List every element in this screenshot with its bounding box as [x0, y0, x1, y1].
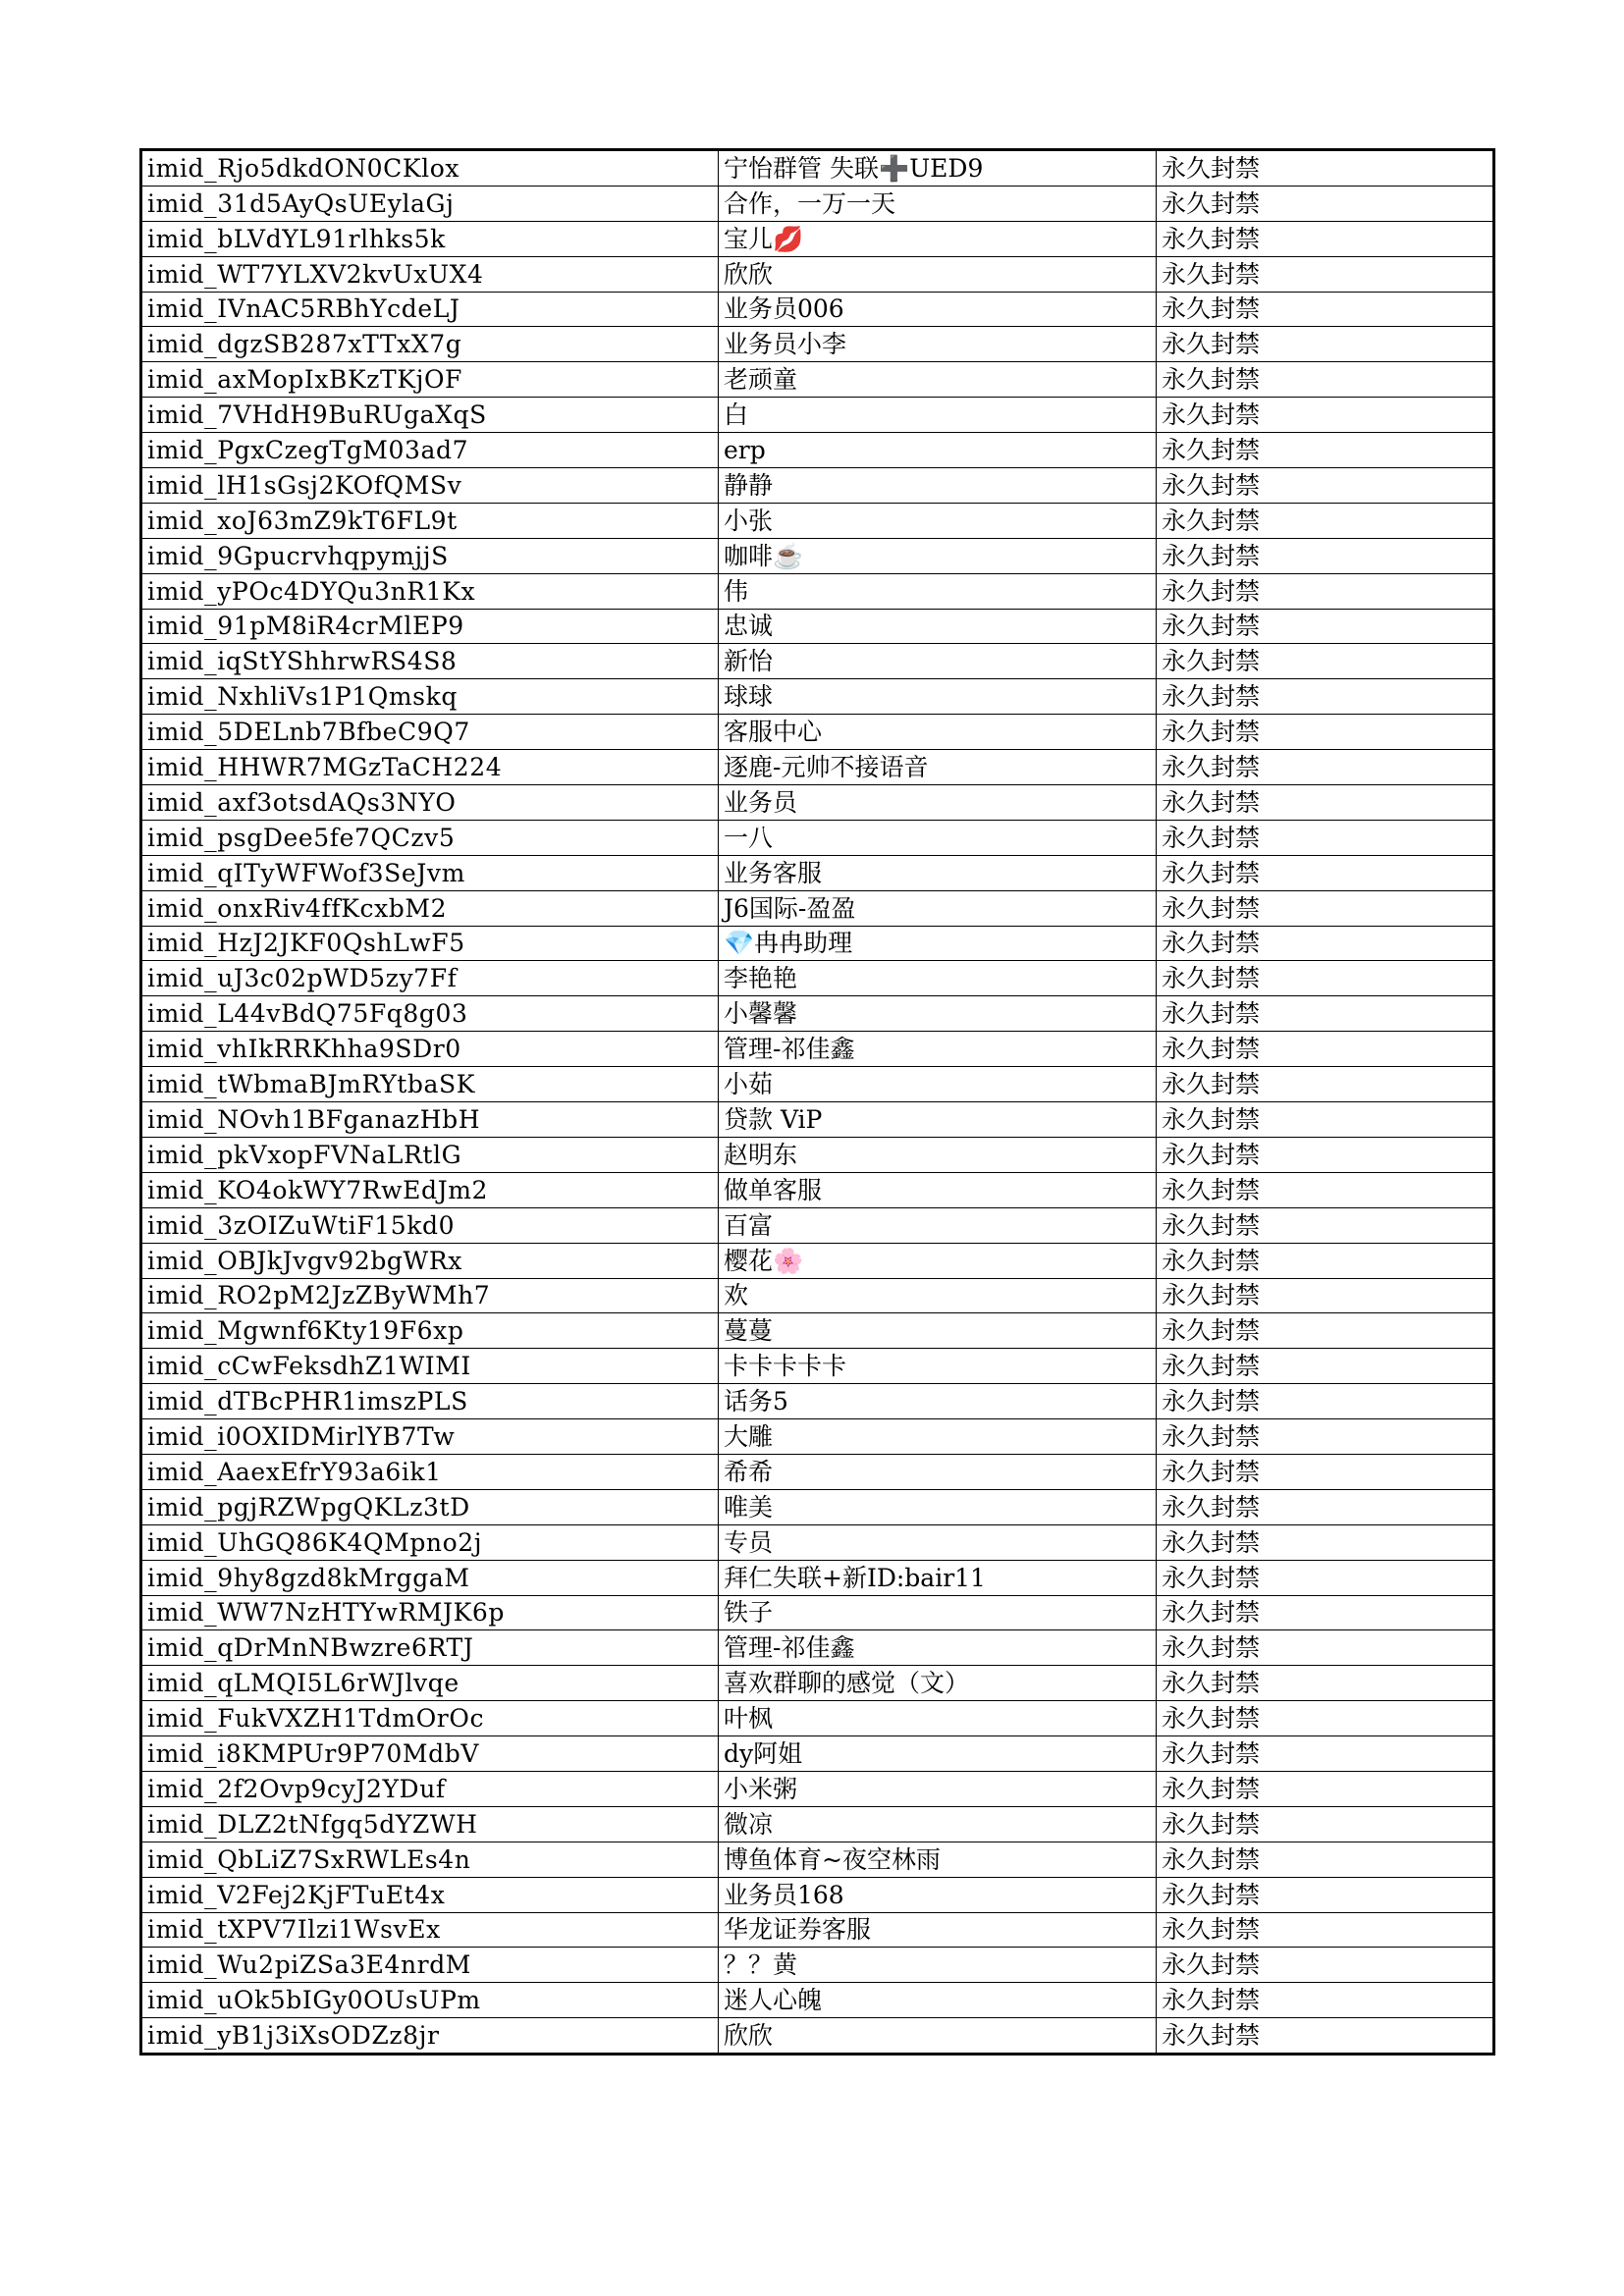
user-id-cell: imid_yPOc4DYQu3nR1Kx: [141, 573, 719, 609]
table-row: [141, 926, 1494, 961]
ban-status-cell: 永久封禁: [1157, 1207, 1494, 1243]
nickname-cell: 新怡: [719, 644, 1157, 679]
ban-status-cell: 永久封禁: [1157, 609, 1494, 644]
ban-status-cell: 永久封禁: [1157, 855, 1494, 890]
user-id-cell: imid_RO2pM2JzZByWMh7: [141, 1278, 719, 1313]
user-id-cell: imid_dgzSB287xTTxX7g: [141, 327, 719, 362]
nickname-cell: 宝儿💋: [719, 221, 1157, 256]
table-row: [141, 1595, 1494, 1630]
table-row: [141, 1454, 1494, 1489]
nickname-cell: J6国际-盈盈: [719, 890, 1157, 926]
table-row: [141, 398, 1494, 433]
table-row: [141, 221, 1494, 256]
nickname-cell: 李艳艳: [719, 961, 1157, 996]
nickname-cell: 铁子: [719, 1595, 1157, 1630]
ban-status-cell: 永久封禁: [1157, 150, 1494, 187]
user-id-cell: imid_NxhliVs1P1Qmskq: [141, 679, 719, 715]
table-row: [141, 433, 1494, 468]
ban-status-cell: 永久封禁: [1157, 785, 1494, 821]
nickname-cell: 💎冉冉助理: [719, 926, 1157, 961]
ban-status-cell: 永久封禁: [1157, 1666, 1494, 1701]
user-id-cell: imid_axf3otsdAQs3NYO: [141, 785, 719, 821]
ban-status-cell: 永久封禁: [1157, 538, 1494, 573]
user-id-cell: imid_uJ3c02pWD5zy7Ff: [141, 961, 719, 996]
user-id-cell: imid_HHWR7MGzTaCH224: [141, 750, 719, 785]
user-id-cell: imid_xoJ63mZ9kT6FL9t: [141, 503, 719, 538]
ban-status-cell: 永久封禁: [1157, 221, 1494, 256]
nickname-cell: 小馨馨: [719, 996, 1157, 1032]
user-id-cell: imid_7VHdH9BuRUgaXqS: [141, 398, 719, 433]
user-id-cell: imid_9hy8gzd8kMrggaM: [141, 1560, 719, 1595]
user-id-cell: imid_pgjRZWpgQKLz3tD: [141, 1489, 719, 1524]
table-row: [141, 1172, 1494, 1207]
ban-status-cell: 永久封禁: [1157, 1489, 1494, 1524]
table-row: [141, 1032, 1494, 1067]
ban-status-cell: 永久封禁: [1157, 1736, 1494, 1772]
nickname-cell: 业务员: [719, 785, 1157, 821]
user-id-cell: imid_31d5AyQsUEylaGj: [141, 186, 719, 221]
table-row: [141, 1067, 1494, 1102]
ban-status-cell: 永久封禁: [1157, 1595, 1494, 1630]
user-id-cell: imid_HzJ2JKF0QshLwF5: [141, 926, 719, 961]
user-id-cell: imid_UhGQ86K4QMpno2j: [141, 1524, 719, 1560]
table-row: [141, 1736, 1494, 1772]
user-id-cell: imid_AaexEfrY93a6ik1: [141, 1454, 719, 1489]
nickname-cell: 微凉: [719, 1806, 1157, 1842]
ban-status-cell: 永久封禁: [1157, 750, 1494, 785]
nickname-cell: 管理-祁佳鑫: [719, 1032, 1157, 1067]
table-row: [141, 820, 1494, 855]
table-row: [141, 292, 1494, 327]
ban-status-cell: 永久封禁: [1157, 1454, 1494, 1489]
table-row: [141, 1701, 1494, 1736]
ban-status-cell: 永久封禁: [1157, 1842, 1494, 1877]
ban-status-cell: 永久封禁: [1157, 1524, 1494, 1560]
user-id-cell: imid_tXPV7Ilzi1WsvEx: [141, 1912, 719, 1948]
table-row: [141, 1983, 1494, 2018]
nickname-cell: 华龙证券客服: [719, 1912, 1157, 1948]
nickname-cell: 业务员168: [719, 1877, 1157, 1912]
table-row: [141, 573, 1494, 609]
user-id-cell: imid_onxRiv4ffKcxbM2: [141, 890, 719, 926]
table-row: [141, 468, 1494, 504]
user-id-cell: imid_9GpucrvhqpymjjS: [141, 538, 719, 573]
table-row: [141, 1137, 1494, 1172]
user-id-cell: imid_KO4okWY7RwEdJm2: [141, 1172, 719, 1207]
nickname-cell: 伟: [719, 573, 1157, 609]
nickname-cell: 欣欣: [719, 2018, 1157, 2055]
ban-status-cell: 永久封禁: [1157, 433, 1494, 468]
table-row: [141, 1278, 1494, 1313]
nickname-cell: 小茹: [719, 1067, 1157, 1102]
table-row: [141, 186, 1494, 221]
table-row: [141, 996, 1494, 1032]
nickname-cell: 一八: [719, 820, 1157, 855]
table-row: [141, 1419, 1494, 1455]
user-id-cell: imid_Wu2piZSa3E4nrdM: [141, 1948, 719, 1983]
table-row: [141, 679, 1494, 715]
table-row: [141, 1912, 1494, 1948]
table-row: [141, 1207, 1494, 1243]
nickname-cell: 咖啡☕: [719, 538, 1157, 573]
nickname-cell: 叶枫: [719, 1701, 1157, 1736]
user-id-cell: imid_i0OXIDMirlYB7Tw: [141, 1419, 719, 1455]
table-row: [141, 609, 1494, 644]
table-row: [141, 1806, 1494, 1842]
table-row: [141, 256, 1494, 292]
ban-status-cell: 永久封禁: [1157, 1560, 1494, 1595]
nickname-cell: 希希: [719, 1454, 1157, 1489]
ban-status-cell: 永久封禁: [1157, 715, 1494, 750]
user-id-cell: imid_FukVXZH1TdmOrOc: [141, 1701, 719, 1736]
ban-status-cell: 永久封禁: [1157, 1806, 1494, 1842]
user-id-cell: imid_2f2Ovp9cyJ2YDuf: [141, 1771, 719, 1806]
nickname-cell: 客服中心: [719, 715, 1157, 750]
user-id-cell: imid_cCwFeksdhZ1WIMI: [141, 1349, 719, 1384]
user-id-cell: imid_IVnAC5RBhYcdeLJ: [141, 292, 719, 327]
ban-status-cell: 永久封禁: [1157, 890, 1494, 926]
ban-status-cell: 永久封禁: [1157, 1384, 1494, 1419]
ban-status-cell: 永久封禁: [1157, 1419, 1494, 1455]
table-row: [141, 1489, 1494, 1524]
ban-status-cell: 永久封禁: [1157, 1701, 1494, 1736]
user-id-cell: imid_axMopIxBKzTKjOF: [141, 362, 719, 398]
user-id-cell: imid_qLMQI5L6rWJlvqe: [141, 1666, 719, 1701]
user-id-cell: imid_psgDee5fe7QCzv5: [141, 820, 719, 855]
nickname-cell: 贷款 ViP: [719, 1102, 1157, 1138]
ban-status-cell: 永久封禁: [1157, 926, 1494, 961]
ban-status-cell: 永久封禁: [1157, 292, 1494, 327]
ban-status-cell: 永久封禁: [1157, 186, 1494, 221]
ban-status-cell: 永久封禁: [1157, 820, 1494, 855]
ban-status-cell: 永久封禁: [1157, 961, 1494, 996]
nickname-cell: 欣欣: [719, 256, 1157, 292]
ban-status-cell: 永久封禁: [1157, 1313, 1494, 1349]
ban-status-cell: 永久封禁: [1157, 327, 1494, 362]
user-id-cell: imid_WW7NzHTYwRMJK6p: [141, 1595, 719, 1630]
nickname-cell: 做单客服: [719, 1172, 1157, 1207]
ban-list-body: [141, 150, 1494, 2055]
nickname-cell: 静静: [719, 468, 1157, 504]
ban-status-cell: 永久封禁: [1157, 256, 1494, 292]
table-row: [141, 1384, 1494, 1419]
nickname-cell: 球球: [719, 679, 1157, 715]
nickname-cell: 樱花🌸: [719, 1243, 1157, 1278]
table-row: [141, 150, 1494, 187]
table-row: [141, 644, 1494, 679]
user-id-cell: imid_DLZ2tNfgq5dYZWH: [141, 1806, 719, 1842]
user-id-cell: imid_OBJkJvgv92bgWRx: [141, 1243, 719, 1278]
user-id-cell: imid_dTBcPHR1imszPLS: [141, 1384, 719, 1419]
user-id-cell: imid_pkVxopFVNaLRtlG: [141, 1137, 719, 1172]
nickname-cell: 宁怡群管 失联➕UED9: [719, 150, 1157, 187]
ban-status-cell: 永久封禁: [1157, 503, 1494, 538]
table-row: [141, 890, 1494, 926]
ban-status-cell: 永久封禁: [1157, 1877, 1494, 1912]
nickname-cell: 小张: [719, 503, 1157, 538]
nickname-cell: 博鱼体育~夜空林雨: [719, 1842, 1157, 1877]
table-row: [141, 1313, 1494, 1349]
table-row: [141, 1877, 1494, 1912]
table-row: [141, 855, 1494, 890]
user-id-cell: imid_WT7YLXV2kvUxUX4: [141, 256, 719, 292]
table-row: [141, 538, 1494, 573]
ban-status-cell: 永久封禁: [1157, 1137, 1494, 1172]
user-id-cell: imid_QbLiZ7SxRWLEs4n: [141, 1842, 719, 1877]
user-id-cell: imid_V2Fej2KjFTuEt4x: [141, 1877, 719, 1912]
nickname-cell: 话务5: [719, 1384, 1157, 1419]
user-id-cell: imid_tWbmaBJmRYtbaSK: [141, 1067, 719, 1102]
table-row: [141, 961, 1494, 996]
table-row: [141, 1842, 1494, 1877]
table-row: [141, 2018, 1494, 2055]
nickname-cell: 合作，一万一天: [719, 186, 1157, 221]
ban-status-cell: 永久封禁: [1157, 1912, 1494, 1948]
ban-status-cell: 永久封禁: [1157, 1102, 1494, 1138]
nickname-cell: 专员: [719, 1524, 1157, 1560]
nickname-cell: 唯美: [719, 1489, 1157, 1524]
table-row: [141, 1666, 1494, 1701]
user-id-cell: imid_Mgwnf6Kty19F6xp: [141, 1313, 719, 1349]
ban-status-cell: 永久封禁: [1157, 573, 1494, 609]
nickname-cell: 欢: [719, 1278, 1157, 1313]
table-row: [141, 1630, 1494, 1666]
user-id-cell: imid_qITyWFWof3SeJvm: [141, 855, 719, 890]
nickname-cell: 老顽童: [719, 362, 1157, 398]
nickname-cell: 白: [719, 398, 1157, 433]
nickname-cell: 业务员小李: [719, 327, 1157, 362]
ban-status-cell: 永久封禁: [1157, 468, 1494, 504]
user-id-cell: imid_uOk5bIGy0OUsUPm: [141, 1983, 719, 2018]
nickname-cell: 喜欢群聊的感觉（文）: [719, 1666, 1157, 1701]
table-row: [141, 750, 1494, 785]
ban-status-cell: 永久封禁: [1157, 362, 1494, 398]
table-row: [141, 785, 1494, 821]
nickname-cell: ？？黄: [719, 1948, 1157, 1983]
user-id-cell: imid_qDrMnNBwzre6RTJ: [141, 1630, 719, 1666]
nickname-cell: 小米粥: [719, 1771, 1157, 1806]
ban-status-cell: 永久封禁: [1157, 679, 1494, 715]
nickname-cell: 忠诚: [719, 609, 1157, 644]
ban-status-cell: 永久封禁: [1157, 398, 1494, 433]
nickname-cell: 拜仁失联+新ID:bair11: [719, 1560, 1157, 1595]
ban-status-cell: 永久封禁: [1157, 1172, 1494, 1207]
table-row: [141, 362, 1494, 398]
user-id-cell: imid_i8KMPUr9P70MdbV: [141, 1736, 719, 1772]
table-row: [141, 1349, 1494, 1384]
table-row: [141, 1524, 1494, 1560]
nickname-cell: 业务员006: [719, 292, 1157, 327]
user-id-cell: imid_bLVdYL91rlhks5k: [141, 221, 719, 256]
ban-status-cell: 永久封禁: [1157, 1243, 1494, 1278]
ban-status-cell: 永久封禁: [1157, 1349, 1494, 1384]
nickname-cell: 管理-祁佳鑫: [719, 1630, 1157, 1666]
ban-status-cell: 永久封禁: [1157, 1948, 1494, 1983]
user-id-cell: imid_Rjo5dkdON0CKlox: [141, 150, 719, 187]
ban-status-cell: 永久封禁: [1157, 1630, 1494, 1666]
table-row: [141, 1243, 1494, 1278]
nickname-cell: 赵明东: [719, 1137, 1157, 1172]
user-id-cell: imid_NOvh1BFganazHbH: [141, 1102, 719, 1138]
nickname-cell: 业务客服: [719, 855, 1157, 890]
ban-status-cell: 永久封禁: [1157, 644, 1494, 679]
table-row: [141, 503, 1494, 538]
user-id-cell: imid_3zOIZuWtiF15kd0: [141, 1207, 719, 1243]
ban-list-table: [139, 148, 1495, 2056]
ban-status-cell: 永久封禁: [1157, 1278, 1494, 1313]
table-row: [141, 327, 1494, 362]
table-row: [141, 715, 1494, 750]
user-id-cell: imid_lH1sGsj2KOfQMSv: [141, 468, 719, 504]
user-id-cell: imid_5DELnb7BfbeC9Q7: [141, 715, 719, 750]
nickname-cell: dy阿姐: [719, 1736, 1157, 1772]
table-row: [141, 1560, 1494, 1595]
table-row: [141, 1948, 1494, 1983]
nickname-cell: 逐鹿-元帅不接语音: [719, 750, 1157, 785]
ban-status-cell: 永久封禁: [1157, 1771, 1494, 1806]
user-id-cell: imid_yB1j3iXsODZz8jr: [141, 2018, 719, 2055]
user-id-cell: imid_L44vBdQ75Fq8g03: [141, 996, 719, 1032]
user-id-cell: imid_91pM8iR4crMlEP9: [141, 609, 719, 644]
user-id-cell: imid_PgxCzegTgM03ad7: [141, 433, 719, 468]
user-id-cell: imid_iqStYShhrwRS4S8: [141, 644, 719, 679]
nickname-cell: 大雕: [719, 1419, 1157, 1455]
nickname-cell: 卡卡卡卡卡: [719, 1349, 1157, 1384]
table-row: [141, 1771, 1494, 1806]
user-id-cell: imid_vhIkRRKhha9SDr0: [141, 1032, 719, 1067]
nickname-cell: erp: [719, 433, 1157, 468]
ban-status-cell: 永久封禁: [1157, 1067, 1494, 1102]
nickname-cell: 迷人心魄: [719, 1983, 1157, 2018]
nickname-cell: 蔓蔓: [719, 1313, 1157, 1349]
ban-status-cell: 永久封禁: [1157, 1032, 1494, 1067]
ban-status-cell: 永久封禁: [1157, 996, 1494, 1032]
ban-status-cell: 永久封禁: [1157, 2018, 1494, 2055]
ban-status-cell: 永久封禁: [1157, 1983, 1494, 2018]
nickname-cell: 百富: [719, 1207, 1157, 1243]
table-row: [141, 1102, 1494, 1138]
